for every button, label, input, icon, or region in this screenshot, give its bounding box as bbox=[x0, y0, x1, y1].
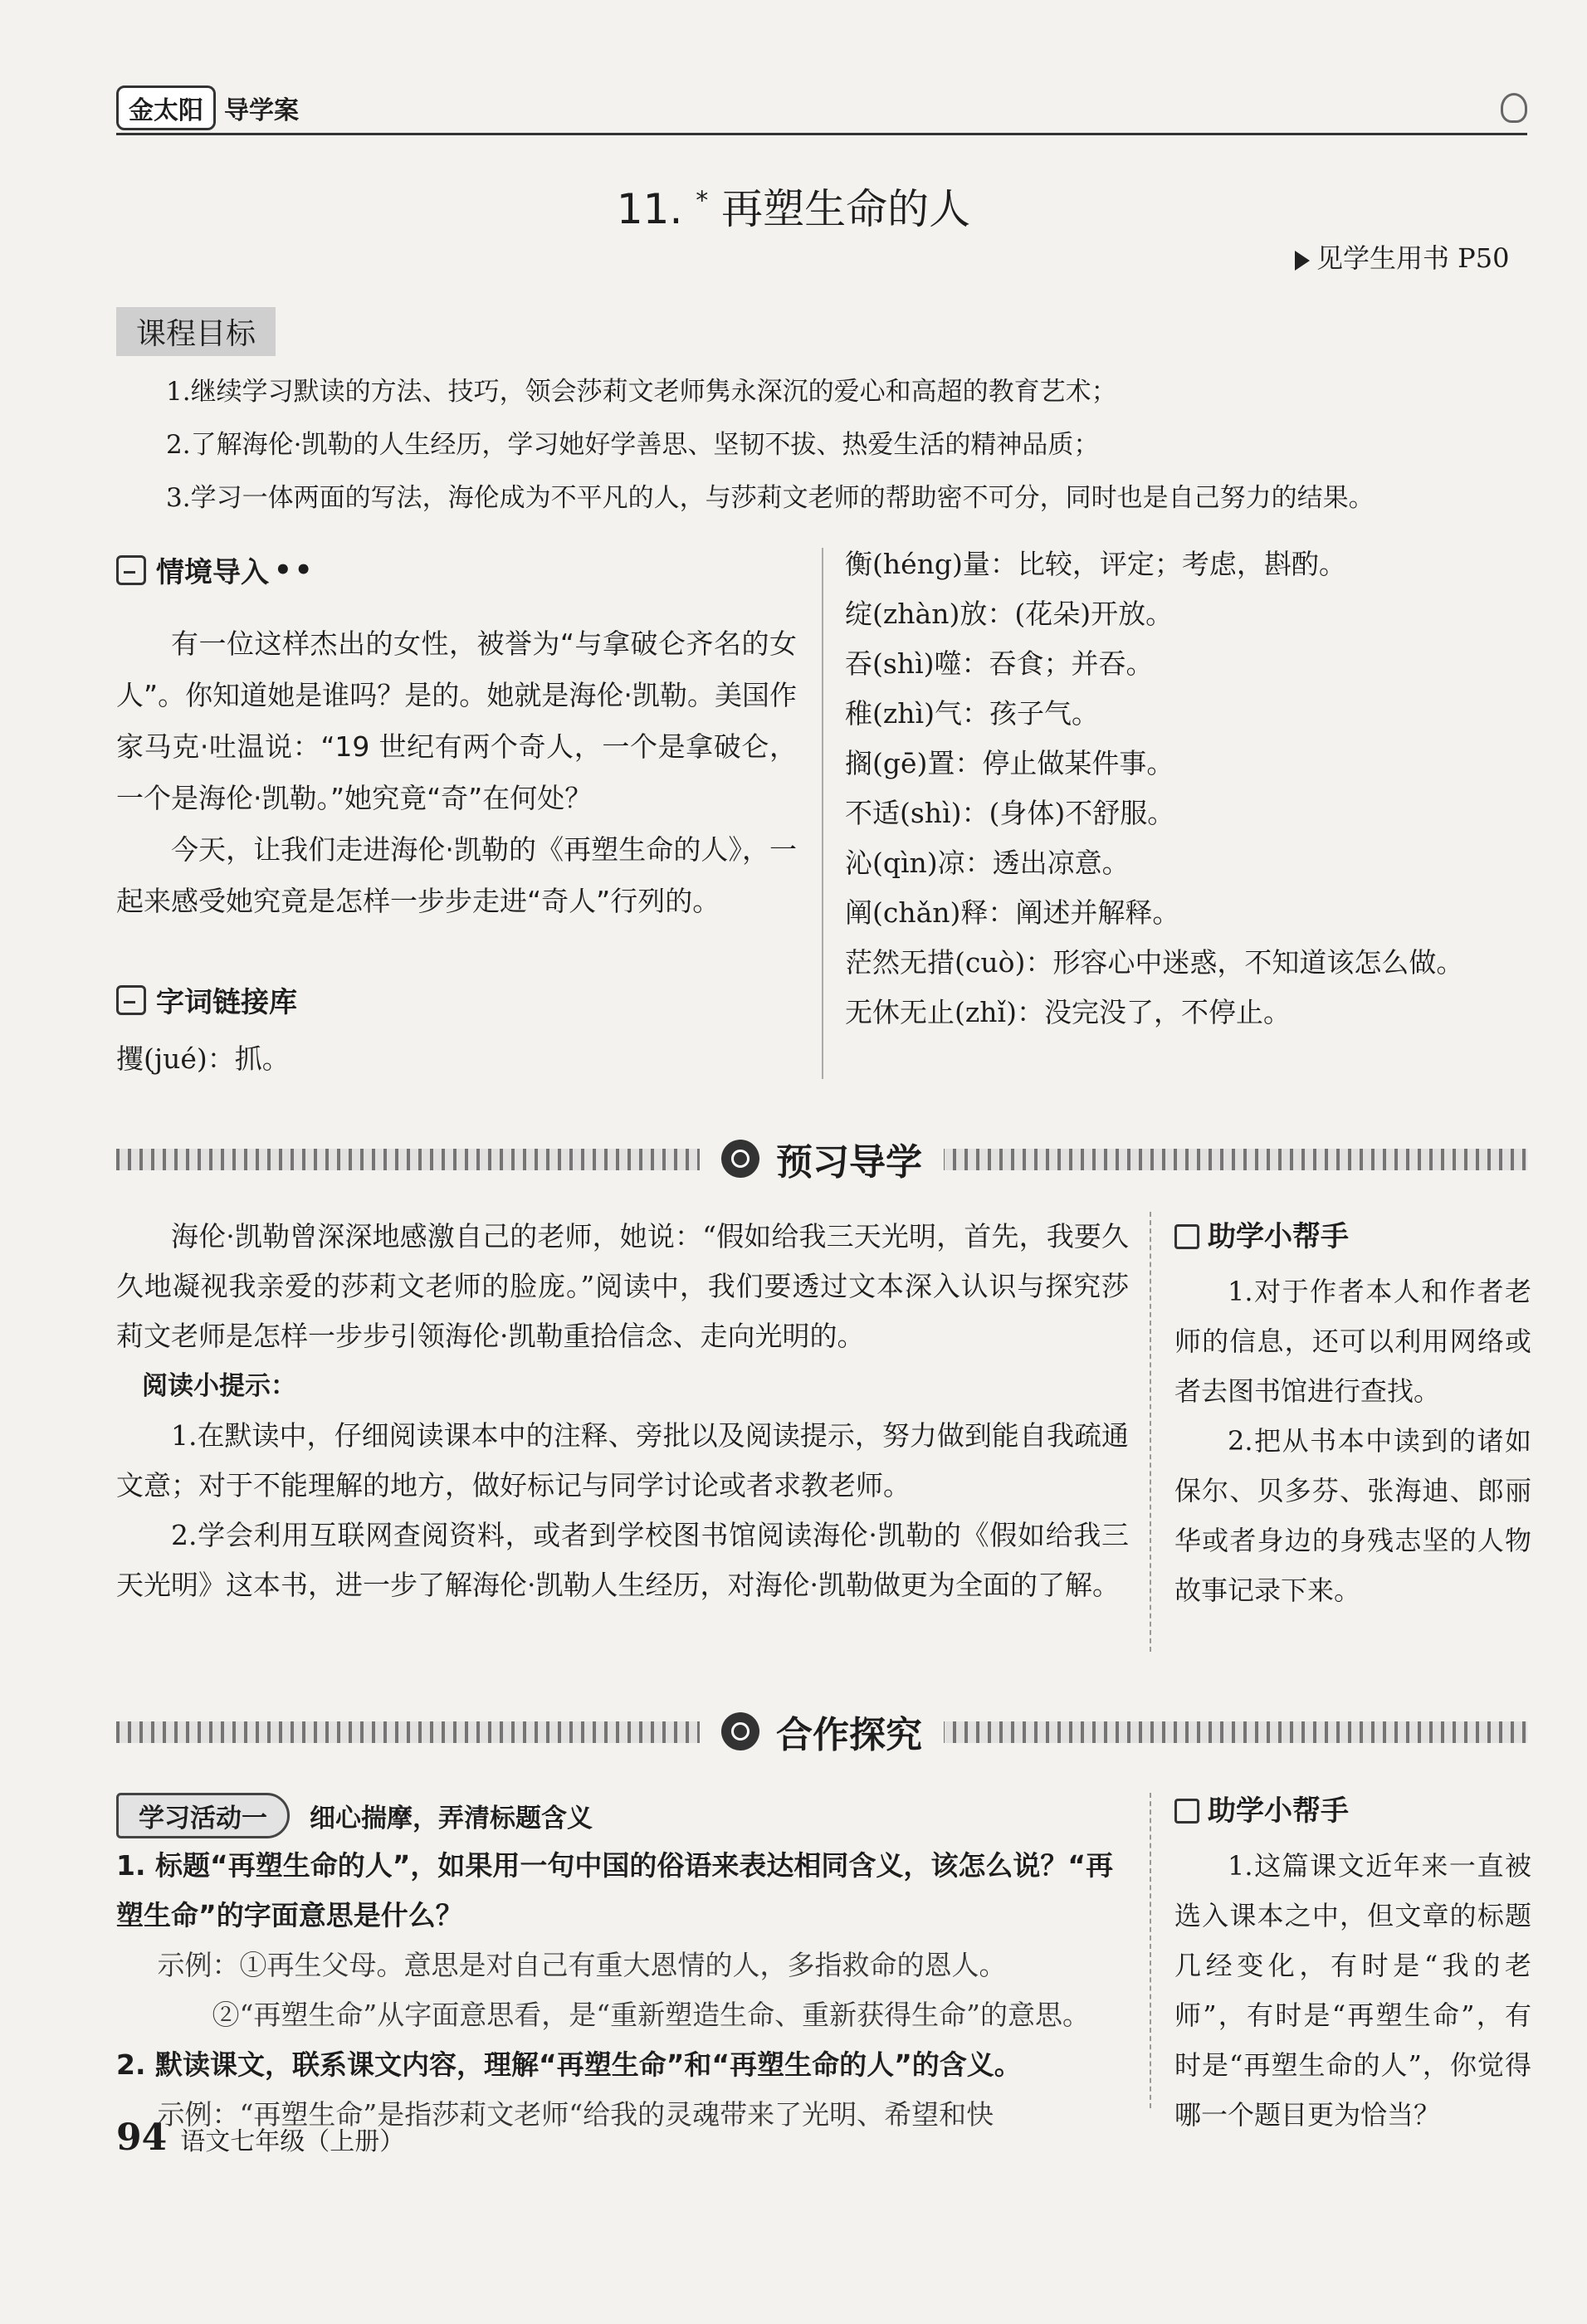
activity-title: 细心揣摩，弄清标题含义 bbox=[310, 1804, 593, 1833]
optional-star: * bbox=[696, 186, 709, 216]
vocab-entry: 吞(shì)噬：吞食；并吞。 bbox=[845, 647, 1154, 680]
explore-banner bbox=[116, 1702, 1527, 1761]
preview-banner bbox=[116, 1129, 1527, 1189]
intro-text bbox=[116, 618, 797, 927]
question-2: 2. 默读课文，联系课文内容，理解“再塑生命”和“再塑生命的人”的含义。 bbox=[116, 2048, 1022, 2081]
helper-item: 2.把从书本中读到的诸如保尔、贝多芬、张海迪、郎丽华或者身边的身残志坚的人物故事记录下来。 bbox=[1174, 1425, 1531, 1606]
brand-subtitle: 导学案 bbox=[224, 96, 299, 125]
answer-1b: ②“再塑生命”从字面意思看，是“重新塑造生命、重新获得生命”的意思。 bbox=[212, 1999, 1090, 2031]
objectives-label: 课程目标 bbox=[116, 307, 276, 356]
triangle-icon bbox=[1295, 251, 1310, 271]
preview-intro: 海伦·凯勒曾深深地感激自己的老师，她说：“假如给我三天光明，首先，我要久久地凝视我亲爱的莎莉文老师的脸庞。”阅读中，我们要透过文本深入认识与探究莎莉文老师是怎样一步步引领海伦·凯勒重拾信念、走向光明的。 bbox=[116, 1220, 1129, 1352]
helper-item: 1.这篇课文近年来一直被选入课本之中，但文章的标题几经变化，有时是“我的老师”，有时是“再塑生命”，有时是“再塑生命的人”，你觉得哪一个题目更为恰当？ bbox=[1174, 1850, 1531, 2131]
tip-item: 1.在默读中，仔细阅读课本中的注释、旁批以及阅读提示，努力做到能自我疏通文意；对于不能理解的地方，做好标记与同学讨论或者求教老师。 bbox=[116, 1419, 1129, 1501]
helper-heading: 助学小帮手 bbox=[1174, 1786, 1531, 1836]
lesson-title bbox=[0, 176, 1587, 236]
vocab-entry: 搁(gē)置：停止做某件事。 bbox=[845, 747, 1174, 779]
lightbulb-icon bbox=[1501, 93, 1527, 123]
question-1: 1. 标题“再塑生命的人”，如果用一句中国的俗语来表达相同含义，该怎么说？“再塑生命”的字面意思是什么？ bbox=[116, 1849, 1114, 1931]
student-book-reference: 见学生用书 P50 bbox=[1295, 237, 1509, 276]
helper-heading: 助学小帮手 bbox=[1174, 1212, 1531, 1262]
vocab-list bbox=[845, 540, 1550, 1038]
helper-divider bbox=[1150, 1212, 1151, 1652]
preview-title: 预习导学 bbox=[776, 1141, 922, 1184]
vocab-entry: 不适(shì)：(身体)不舒服。 bbox=[845, 797, 1175, 829]
vocab-heading: 字词链接库 bbox=[116, 979, 297, 1020]
activity-tag: 学习活动一 bbox=[116, 1793, 290, 1838]
objective-item: 1.继续学习默读的方法、技巧，领会莎莉文老师隽永深沉的爱心和高超的教育艺术； bbox=[166, 377, 1117, 407]
preview-section bbox=[116, 1212, 1129, 1610]
answer-2: 示例：“再塑生命”是指莎莉文老师“给我的灵魂带来了光明、希望和快 bbox=[157, 2098, 994, 2131]
tips-heading: 阅读小提示： bbox=[142, 1371, 296, 1401]
vocab-entry: 茫然无措(cuò)：形容心中迷惑，不知道该怎么做。 bbox=[845, 946, 1464, 979]
book-title: 语文七年级（上册） bbox=[180, 2127, 405, 2156]
brand-logo: 金太阳 bbox=[116, 85, 216, 130]
explore-icon bbox=[721, 1712, 759, 1750]
explore-title: 合作探究 bbox=[776, 1714, 922, 1756]
lesson-name: 再塑生命的人 bbox=[721, 185, 971, 233]
activity-header bbox=[116, 1793, 593, 1838]
thumbs-up-icon bbox=[1174, 1799, 1199, 1824]
vocab-first-entry: 攫(jué)：抓。 bbox=[116, 1042, 290, 1075]
objectives-list bbox=[166, 365, 1536, 525]
helper-item: 1.对于作者本人和作者老师的信息，还可以利用网络或者去图书馆进行查找。 bbox=[1174, 1276, 1531, 1407]
chat-icon bbox=[116, 555, 146, 585]
thumbs-up-icon bbox=[1174, 1224, 1199, 1249]
header-rule bbox=[116, 91, 1527, 135]
answer-1a: 示例：①再生父母。意思是对自己有重大恩情的人，多指救命的恩人。 bbox=[157, 1949, 1007, 1981]
vocab-entry: 沁(qìn)凉：透出凉意。 bbox=[845, 847, 1130, 879]
column-divider bbox=[822, 548, 823, 1079]
questions bbox=[116, 1841, 1137, 2140]
vocab-entry: 无休无止(zhǐ)：没完没了，不停止。 bbox=[845, 996, 1291, 1028]
objective-item: 2.了解海伦·凯勒的人生经历，学习她好学善思、坚韧不拔、热爱生活的精神品质； bbox=[166, 430, 1100, 460]
intro-paragraph: 有一位这样杰出的女性，被誉为“与拿破仑齐名的女人”。你知道她是谁吗？是的。她就是海伦·凯勒。美国作家马克·吐温说：“19 世纪有两个奇人，一个是拿破仑，一个是海伦·凯勒。”她究竟“奇”在何处？ bbox=[116, 627, 797, 814]
vocab-entry: 阐(chǎn)释：阐述并解释。 bbox=[845, 896, 1180, 929]
intro-heading: 情境导入 •• bbox=[116, 549, 315, 590]
intro-paragraph: 今天，让我们走进海伦·凯勒的《再塑生命的人》，一起来感受她究竟是怎样一步步走进“奇人”行列的。 bbox=[116, 833, 797, 917]
page-number: 94 bbox=[116, 2116, 168, 2159]
preview-helper bbox=[1174, 1212, 1531, 1615]
helper-divider bbox=[1150, 1793, 1151, 2108]
tip-item: 2.学会利用互联网查阅资料，或者到学校图书馆阅读海伦·凯勒的《假如给我三天光明》这本书，进一步了解海伦·凯勒人生经历，对海伦·凯勒做更为全面的了解。 bbox=[116, 1519, 1129, 1601]
objective-item: 3.学习一体两面的写法，海伦成为不平凡的人，与莎莉文老师的帮助密不可分，同时也是自己努力的结果。 bbox=[166, 483, 1375, 513]
page-footer bbox=[116, 2116, 404, 2159]
vocab-entry: 衡(héng)量：比较，评定；考虑，斟酌。 bbox=[845, 548, 1346, 580]
preview-icon bbox=[721, 1140, 759, 1178]
header-brand bbox=[116, 90, 299, 126]
book-icon bbox=[116, 985, 146, 1015]
explore-helper bbox=[1174, 1786, 1531, 2140]
lesson-number: 11. bbox=[616, 185, 683, 233]
vocab-entry: 稚(zhì)气：孩子气。 bbox=[845, 697, 1099, 730]
vocab-entry: 绽(zhàn)放：(花朵)开放。 bbox=[845, 598, 1174, 630]
